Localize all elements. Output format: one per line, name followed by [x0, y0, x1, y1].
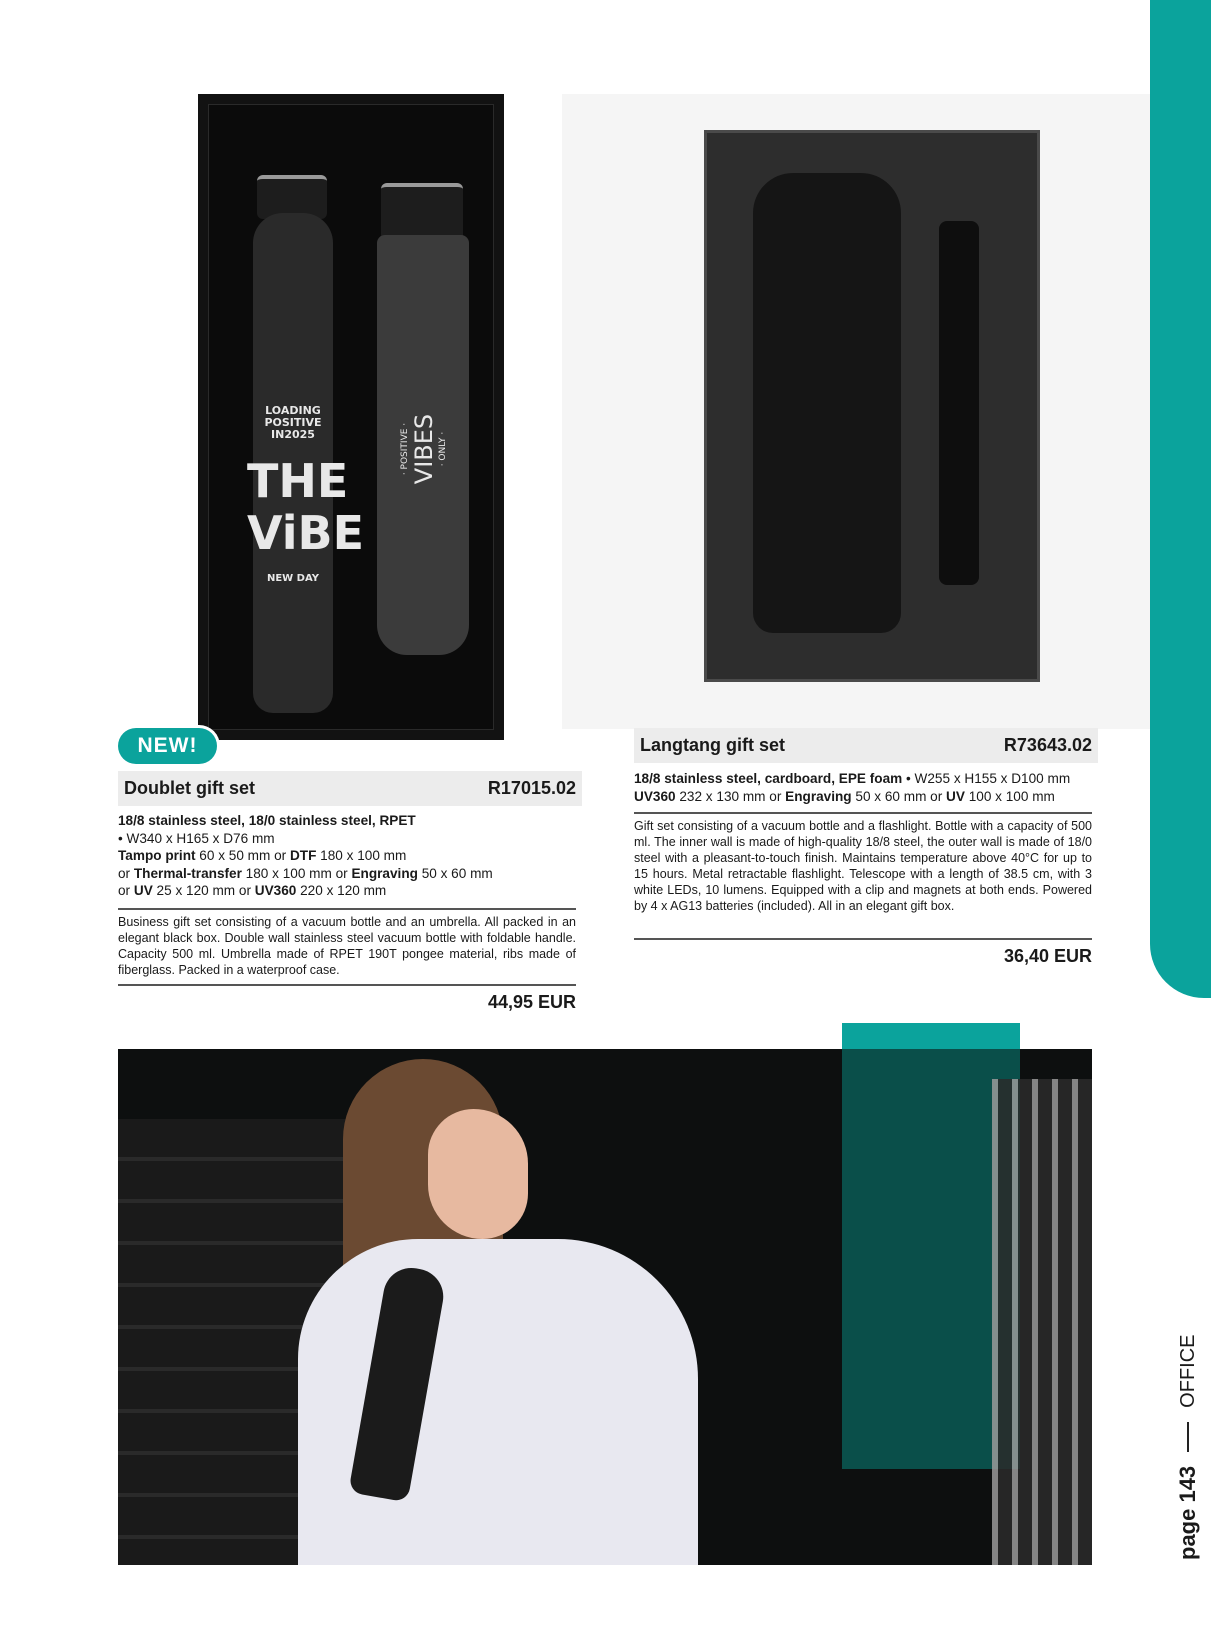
product-title-bar: [634, 728, 1098, 763]
gift-box-tray: [704, 130, 1040, 682]
print-big: ViBE: [247, 506, 365, 560]
vacuum-bottle: [753, 173, 901, 633]
product-price: 36,40 EUR: [1003, 946, 1092, 966]
divider: [118, 908, 576, 910]
print-small: NEW DAY: [266, 573, 320, 584]
page-footer: [1168, 1300, 1208, 1560]
umbrella-print: · ONLY ·: [438, 431, 448, 467]
print-line: POSITIVE: [264, 416, 322, 429]
section-tab: [1150, 0, 1211, 998]
section-name: OFFICE: [1176, 1334, 1199, 1408]
print-line: LOADING: [265, 404, 321, 417]
umbrella-print: · POSITIVE ·: [400, 422, 410, 476]
product-description: Gift set consisting of a vacuum bottle and a flashlight. Bottle with a capacity of 500 ml. The inner wall is made of high-quality 18/8 steel, the outer wall is made of 18/0 steel with a pleasant-to-touch finish. Maintains temperature above 40°C for up to 15 hours. Metal retractable flashlight. Telescope with a length of 38.5 cm, with 3 white LEDs, 10 lumens. Equipped with a clip and magnets at both ends. Powered by 4 x AG13 batteries (included). All in an elegant gift box.: [634, 819, 1092, 913]
divider: [118, 984, 576, 986]
branding-line: or Thermal-transfer 180 x 100 mm or Engraving 50 x 60 mm: [118, 865, 493, 881]
product-photo-langtang: [562, 94, 1150, 729]
new-badge: NEW!: [118, 728, 217, 764]
railing: [992, 1079, 1092, 1565]
product-price: 44,95 EUR: [487, 992, 576, 1012]
divider: [634, 812, 1092, 814]
product-code: R73643.02: [1003, 735, 1092, 755]
materials: 18/8 stainless steel, 18/0 stainless steel, RPET: [118, 813, 416, 828]
flashlight: [939, 221, 979, 585]
umbrella-print: VIBES: [410, 413, 438, 485]
dimensions: • W340 x H165 x D76 mm: [118, 830, 275, 846]
materials: 18/8 stainless steel, cardboard, EPE foam: [634, 771, 903, 786]
product-description: Business gift set consisting of a vacuum bottle and an umbrella. All packed in an elegant black box. Double wall stainless steel vacuum bottle with foldable handle. Capacity 500 ml. Umbrella made of RPET 190T pongee material, ribs made of fiberglass. Packed in a waterproof case.: [118, 915, 576, 977]
branding-line: UV360 232 x 130 mm or Engraving 50 x 60 mm or UV 100 x 100 mm: [634, 788, 1055, 804]
divider: [634, 938, 1092, 940]
separator: [1187, 1422, 1189, 1452]
accent-strip: [842, 1023, 1020, 1052]
product-name: Langtang gift set: [640, 735, 785, 755]
person-face: [428, 1109, 528, 1239]
product-specs: [118, 812, 578, 900]
umbrella-cap: [381, 183, 463, 241]
page-number: page 143: [1175, 1465, 1200, 1560]
product-title-bar: [118, 771, 582, 806]
dimensions: • W255 x H155 x D100 mm: [902, 771, 1071, 786]
product-name: Doublet gift set: [124, 778, 255, 798]
lifestyle-photo: [118, 1049, 1092, 1565]
product-code: R17015.02: [487, 778, 576, 798]
product-specs: [634, 770, 1094, 805]
product-photo-doublet: [198, 94, 504, 740]
print-big: THE: [247, 454, 349, 508]
branding-line: or UV 25 x 120 mm or UV360 220 x 120 mm: [118, 883, 387, 898]
person-shirt: [298, 1239, 698, 1565]
print-line: IN2025: [271, 428, 315, 441]
branding-line: Tampo print 60 x 50 mm or DTF 180 x 100 mm: [118, 848, 407, 863]
